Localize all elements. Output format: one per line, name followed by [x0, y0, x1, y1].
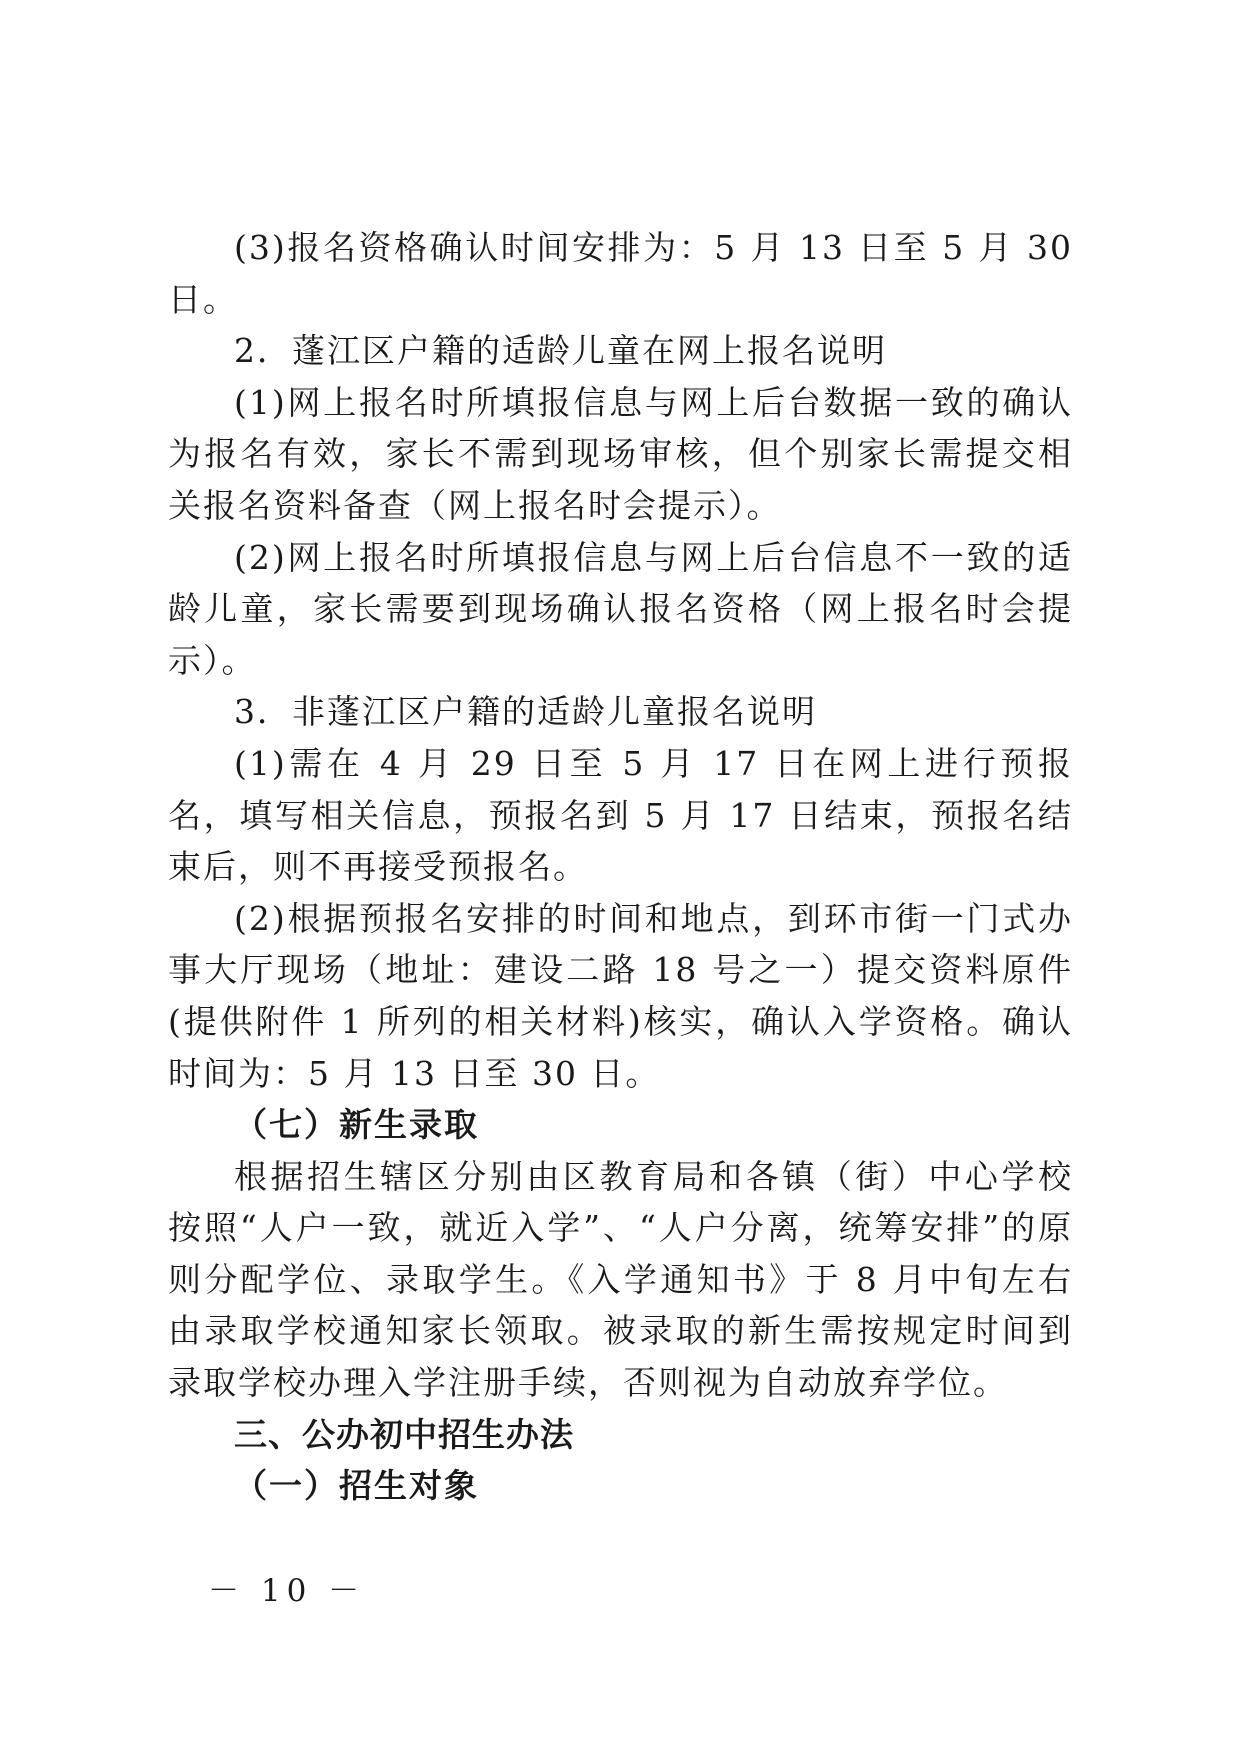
- paragraph-confirmation-schedule: (3)报名资格确认时间安排为：5 月 13 日至 5 月 30 日。: [168, 228, 1073, 319]
- heading-enrollment: （七）新生录取: [234, 1105, 479, 1145]
- page-number: － 10 －: [208, 1573, 366, 1609]
- paragraph-nonlocal-2: (2)根据预报名安排的时间和地点，到环市街一门式办事大厅现场（地址：建设二路 18 号之一）提交资料原件(提供附件 1 所列的相关材料)核实，确认入学资格。确认时间为：5 月 13 日至 30 日。: [168, 898, 1073, 1093]
- paragraph-local-online-1: (1)网上报名时所填报信息与网上后台数据一致的确认为报名有效，家长不需到现场审核，但个别家长需提交相关报名资料备查（网上报名时会提示）。: [168, 382, 1073, 525]
- document-body: [168, 222, 1073, 1512]
- paragraph-local-online-2: (2)网上报名时所填报信息与网上后台信息不一致的适龄儿童，家长需要到现场确认报名资格（网上报名时会提示）。: [168, 537, 1073, 680]
- heading-enrollment-target: （一）招生对象: [234, 1466, 479, 1506]
- heading-section-three: 三、公办初中招生办法: [234, 1414, 574, 1454]
- paragraph-nonlocal-1: (1)需在 4 月 29 日至 5 月 17 日在网上进行预报名，填写相关信息，预报名到 5 月 17 日结束，预报名结束后，则不再接受预报名。: [168, 743, 1073, 887]
- paragraph-nonlocal-title: 3．非蓬江区户籍的适龄儿童报名说明: [234, 692, 817, 732]
- paragraph-local-online-title: 2．蓬江区户籍的适龄儿童在网上报名说明: [234, 331, 887, 371]
- paragraph-enrollment: 根据招生辖区分别由区教育局和各镇（街）中心学校按照“人户一致，就近入学”、“人户分离，统筹安排”的原则分配学位、录取学生。《入学通知书》于 8 月中旬左右由录取学校通知家长领取。被录取的新生需按规定时间到录取学校办理入学注册手续，否则视为自动放弃学位。: [168, 1156, 1073, 1403]
